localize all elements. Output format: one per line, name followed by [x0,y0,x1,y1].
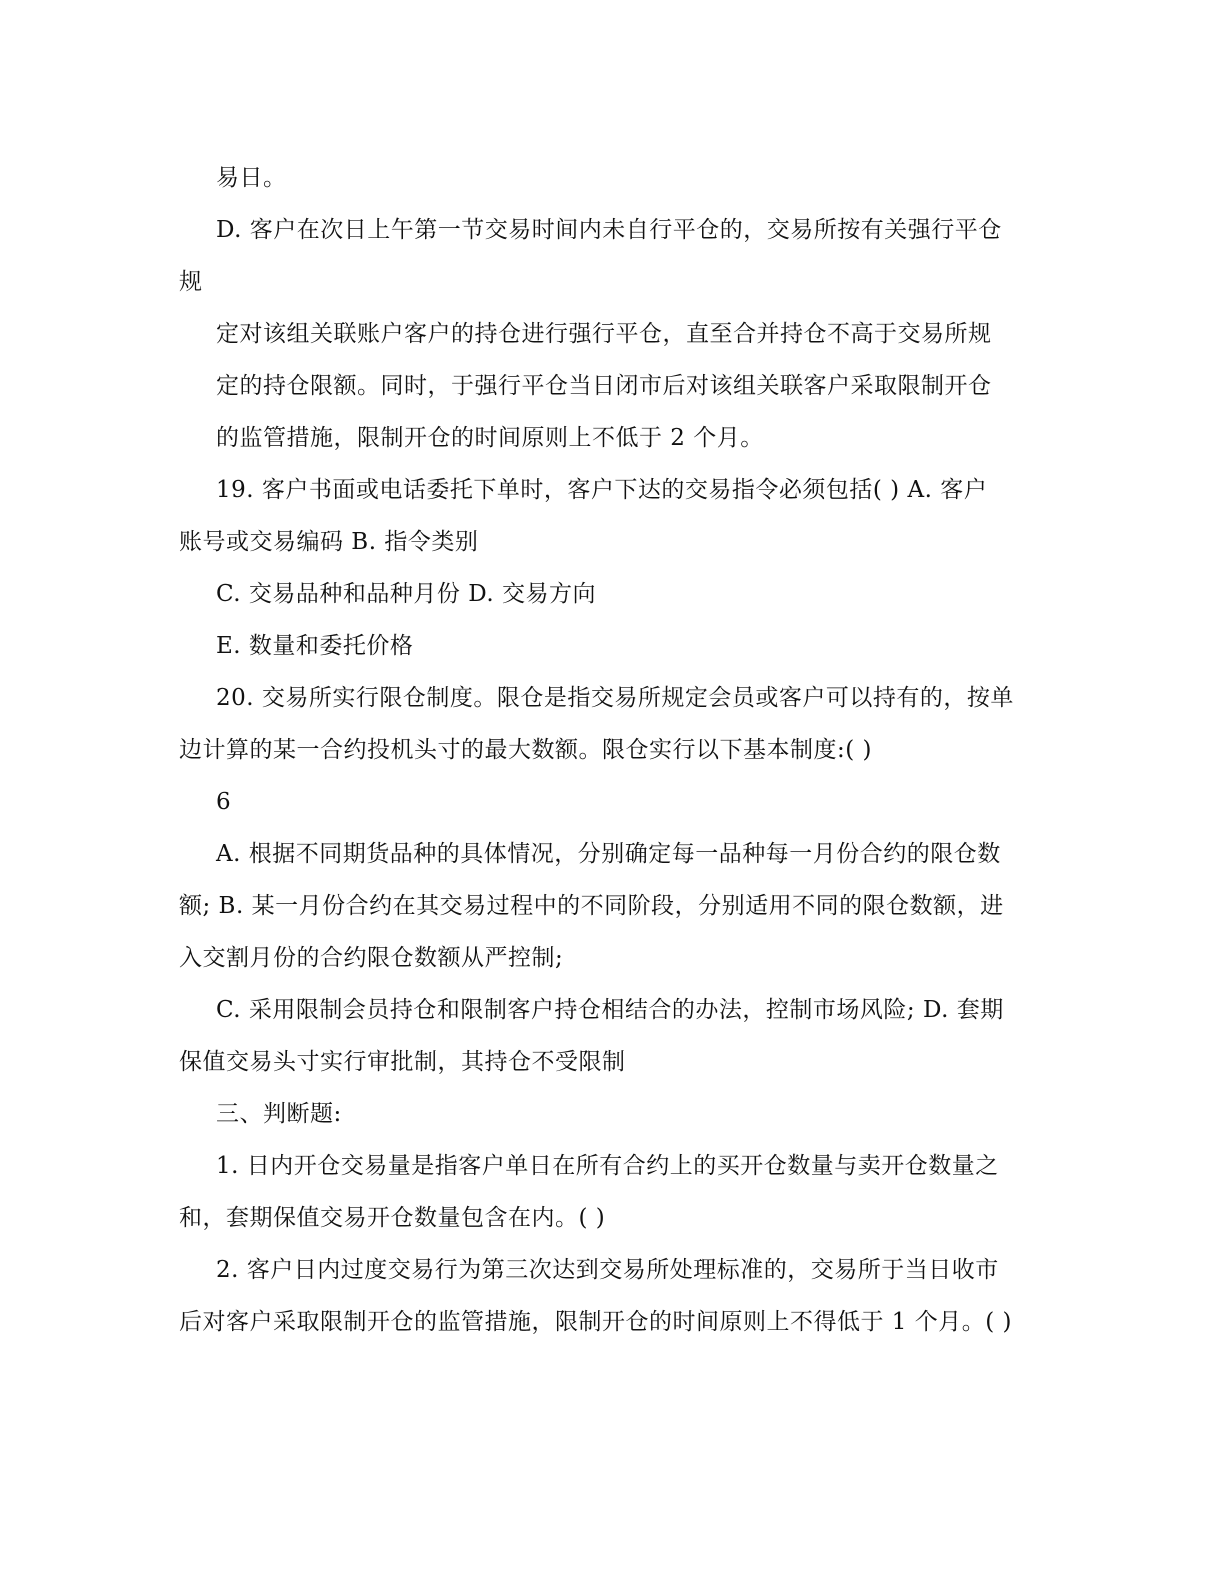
section-heading: 三、判断题: [216,1101,342,1127]
text-line: 2. 客户日内过度交易行为第三次达到交易所处理标准的，交易所于当日收市 [216,1257,999,1283]
text-line: 的监管措施，限制开仓的时间原则上不低于 2 个月。 [216,425,764,451]
text-line: 账号或交易编码 B. 指令类别 [179,529,479,555]
text-line: E. 数量和委托价格 [216,633,414,659]
text-line: A. 根据不同期货品种的具体情况，分别确定每一品种每一月份合约的限仓数 [216,841,1001,867]
text-line: 规 [179,269,203,295]
text-line: 保值交易头寸实行审批制，其持仓不受限制 [179,1049,626,1075]
text-line: 边计算的某一合约投机头寸的最大数额。限仓实行以下基本制度:( ) [179,737,873,763]
text-line: 19. 客户书面或电话委托下单时，客户下达的交易指令必须包括( ) A. 客户 [216,477,988,503]
page-number: 6 [216,789,232,815]
text-line: 后对客户采取限制开仓的监管措施，限制开仓的时间原则上不得低于 1 个月。( ) [179,1309,1013,1335]
text-line: 1. 日内开仓交易量是指客户单日在所有合约上的买开仓数量与卖开仓数量之 [216,1153,999,1179]
text-line: 定对该组关联账户客户的持仓进行强行平仓，直至合并持仓不高于交易所规 [216,321,992,347]
text-line: C. 交易品种和品种月份 D. 交易方向 [216,581,596,607]
text-line: 20. 交易所实行限仓制度。限仓是指交易所规定会员或客户可以持有的，按单 [216,685,1014,711]
text-line: 定的持仓限额。同时，于强行平仓当日闭市后对该组关联客户采取限制开仓 [216,373,992,399]
text-line: 易日。 [216,165,287,191]
text-line: 和，套期保值交易开仓数量包含在内。( ) [179,1205,606,1231]
text-line: 额; B. 某一月份合约在其交易过程中的不同阶段，分别适用不同的限仓数额，进 [179,893,1004,919]
text-line: D. 客户在次日上午第一节交易时间内未自行平仓的，交易所按有关强行平仓 [216,217,1002,243]
text-line: C. 采用限制会员持仓和限制客户持仓相结合的办法，控制市场风险; D. 套期 [216,997,1004,1023]
text-line: 入交割月份的合约限仓数额从严控制; [179,945,564,971]
